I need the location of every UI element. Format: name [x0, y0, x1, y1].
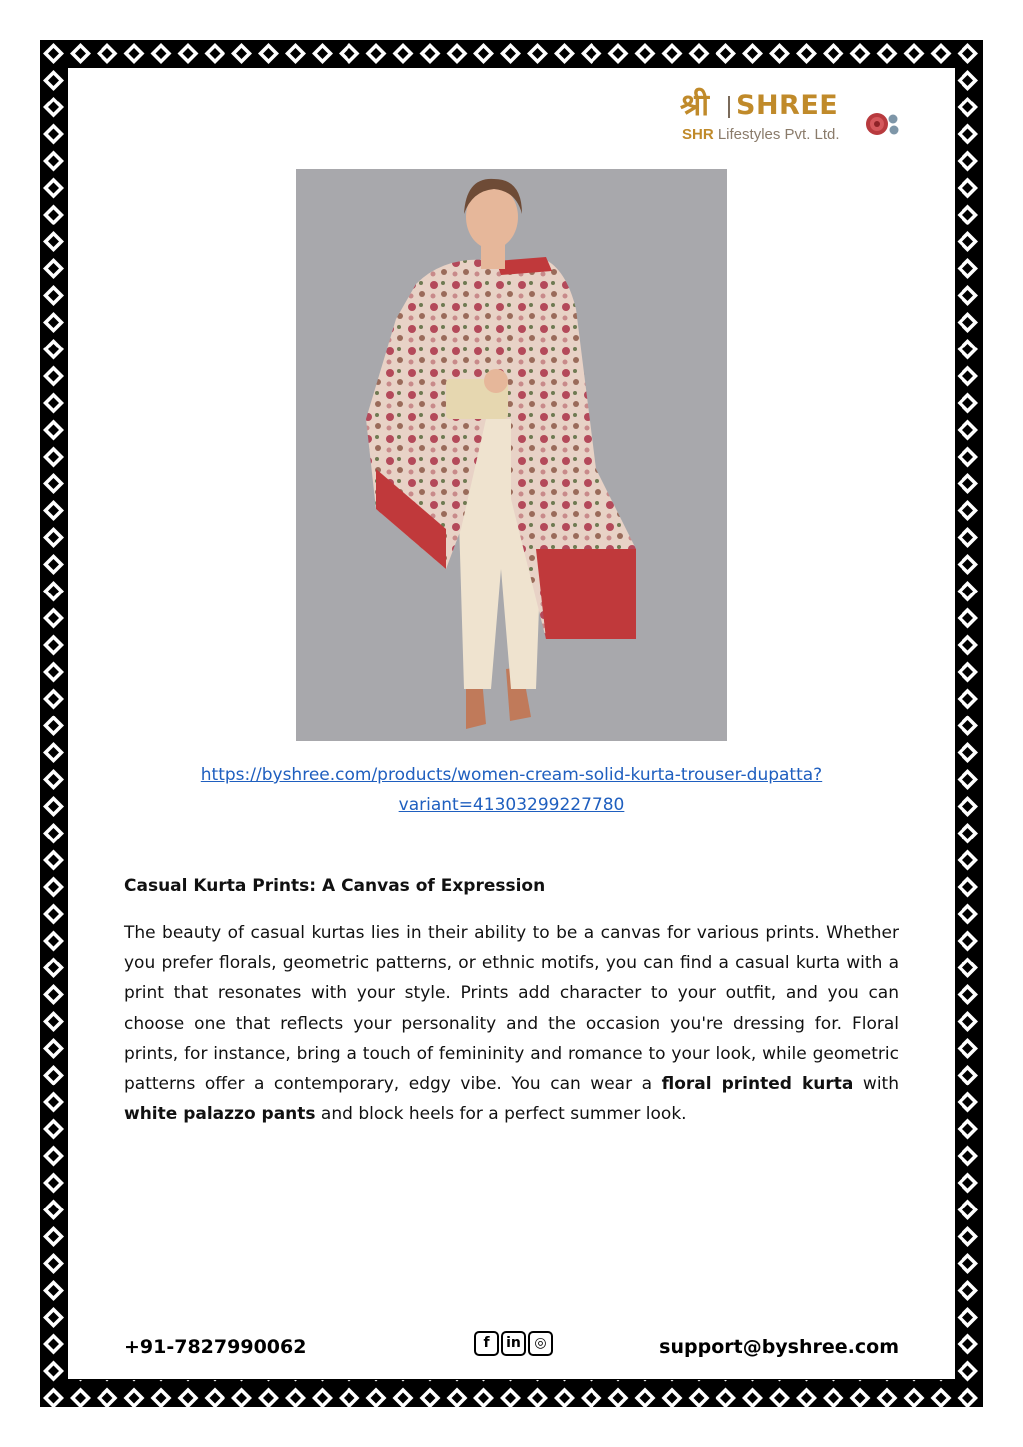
linkedin-icon[interactable]: in: [501, 1331, 526, 1356]
footer-email[interactable]: support@byshree.com: [659, 1336, 899, 1358]
product-photo: [296, 169, 727, 741]
instagram-icon[interactable]: ◎: [528, 1331, 553, 1356]
logo-divider: [728, 96, 730, 118]
logo-company-name: [682, 126, 840, 144]
social-icons: [474, 1331, 553, 1359]
para-text-1: The beauty of casual kurtas lies in their ability to be a canvas for various prints. Whether you prefer florals, geometric patterns, or ethnic motifs, you can find a casual kurta with a print that resonates with your style. Prints add character to your outfit, and you can choose one that reflects your personality and the occasion you're dressing for. Floral prints, for instance, bring a touch of femininity and romance to your look, while geometric patterns offer a contemporary, edgy vibe. You can wear a: [124, 923, 899, 1095]
article-paragraph: [124, 918, 899, 1129]
para-text-3: and block heels for a perfect summer look.: [315, 1104, 687, 1125]
flower-emblem-icon: [864, 108, 904, 140]
logo-hindi-text: श्री: [680, 88, 710, 123]
logo-sub-rest: Lifestyles Pvt. Ltd.: [713, 126, 840, 143]
para-text-2: with: [853, 1074, 899, 1095]
facebook-icon[interactable]: f: [474, 1331, 499, 1356]
logo-brand-text: SHREE: [736, 90, 839, 121]
floral-printed-kurta-bold: floral printed kurta: [661, 1074, 854, 1095]
section-heading: Casual Kurta Prints: A Canvas of Expression: [124, 876, 546, 896]
logo-sub-bold: SHR: [682, 126, 714, 143]
footer-phone: +91-7827990062: [124, 1336, 307, 1358]
product-link[interactable]: https://byshree.com/products/women-cream-solid-kurta-trouser-dupatta?variant=41303299227780: [200, 765, 823, 815]
white-palazzo-pants-bold: white palazzo pants: [124, 1104, 316, 1125]
brand-logo: [680, 88, 905, 152]
